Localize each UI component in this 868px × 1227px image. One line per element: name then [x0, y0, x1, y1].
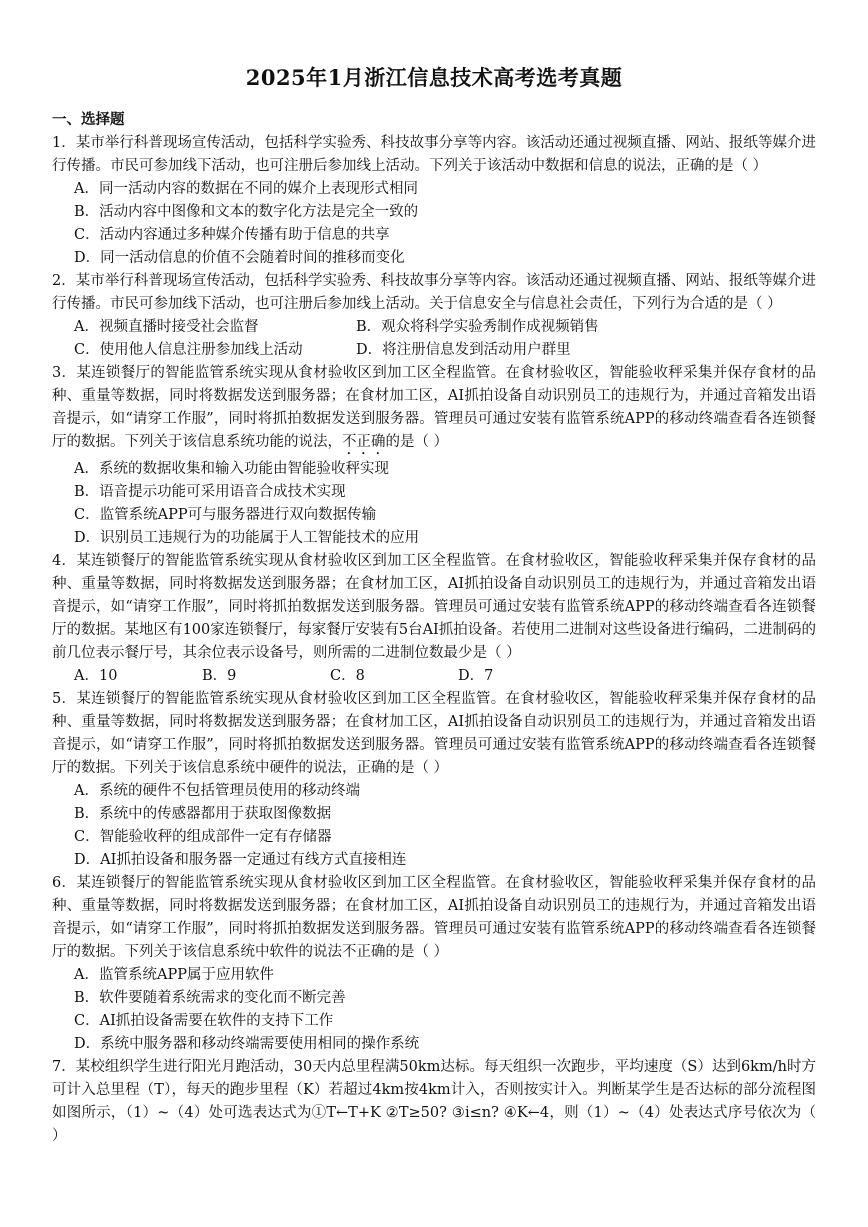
option-b: B．语音提示功能可采用语音合成技术实现: [74, 484, 346, 500]
question-5: [52, 688, 816, 872]
page-title: 2025年1月浙江信息技术高考选考真题: [245, 65, 623, 90]
option-c: C．智能验收秤的组成部件一定有存储器: [74, 829, 332, 845]
option-d: D．AI抓拍设备和服务器一定通过有线方式直接相连: [74, 852, 407, 868]
option-d: D．7: [458, 668, 494, 684]
question-stem: 5．某连锁餐厅的智能监管系统实现从食材验收区到加工区全程监管。在食材验收区，智能验收秤采集并保存食材的品种、重量等数据，同时将数据发送到服务器；在食材加工区，AI抓拍设备自动识别员工的违规行为，并通过音箱发出语音提示，如“请穿工作服”，同时将抓拍数据发送到服务器。管理员可通过安装有监管系统APP的移动终端查看各连锁餐厅的数据。下列关于该信息系统中硬件的说法，正确的是（ ）: [52, 691, 816, 776]
option-a: A．同一活动内容的数据在不同的媒介上表现形式相同: [74, 181, 418, 197]
option-a: A．系统的硬件不包括管理员使用的移动终端: [74, 783, 360, 799]
option-c: C．活动内容通过多种媒介传播有助于信息的共享: [74, 227, 390, 243]
question-stem: 2．某市举行科普现场宣传活动，包括科学实验秀、科技故事分享等内容。该活动还通过视频直播、网站、报纸等媒介进行传播。市民可参加线下活动，也可注册后参加线上活动。关于信息安全与信息社会责任，下列行为合适的是（ ）: [52, 273, 816, 312]
stem-text: 3．某连锁餐厅的智能监管系统实现从食材验收区到加工区全程监管。在食材验收区，智能验收秤采集并保存食材的品种、重量等数据，同时将数据发送到服务器；在食材加工区，AI抓拍设备自动识别员工的违规行为，并通过音箱发出语音提示，如“请穿工作服”，同时将抓拍数据发送到服务器。管理员可通过安装有监管系统APP的移动终端查看各连锁餐厅的数据。下列关于该信息系统功能的说法，: [52, 365, 816, 450]
option-a: A．视频直播时接受社会监督: [74, 319, 259, 335]
option-c: C．监管系统APP可与服务器进行双向数据传输: [74, 507, 377, 523]
question-3: [52, 362, 816, 550]
question-7: [52, 1056, 816, 1148]
option-c: C．8: [330, 668, 365, 684]
option-b: B．系统中的传感器都用于获取图像数据: [74, 806, 332, 822]
option-b: B．观众将科学实验秀制作成视频销售: [356, 319, 599, 335]
options-row: [52, 665, 816, 688]
option-d: D．识别员工违规行为的功能属于人工智能技术的应用: [74, 530, 420, 546]
option-a: A．系统的数据收集和输入功能由智能验收秤实现: [74, 461, 389, 477]
options-row: [52, 339, 816, 362]
option-b: B．活动内容中图像和文本的数字化方法是完全一致的: [74, 204, 419, 220]
option-a: A．监管系统APP属于应用软件: [74, 967, 274, 983]
section-heading: 一、选择题: [52, 111, 125, 128]
question-stem: 1．某市举行科普现场宣传活动，包括科学实验秀、科技故事分享等内容。该活动还通过视频直播、网站、报纸等媒介进行传播。市民可参加线下活动，也可注册后参加线上活动。下列关于该活动中数据和信息的说法，正确的是（ ）: [52, 135, 816, 174]
emphasis-text: 不正确: [342, 434, 386, 450]
option-d: D．将注册信息发到活动用户群里: [356, 342, 571, 358]
question-stem: 7．某校组织学生进行阳光月跑活动，30天内总里程满50km达标。每天组织一次跑步，平均速度（S）达到6km/h时方可计入总里程（T），每天的跑步里程（K）若超过4km按4km计入，否则按实计入。判断某学生是否达标的部分流程图如图所示，（1）~（4）处可选表达式为①T←T+K ②T≥50? ③i≤n? ④K←4，则（1）~（4）处表达式序号依次为（ ）: [52, 1059, 816, 1144]
option-b: B．软件要随着系统需求的变化而不断完善: [74, 990, 346, 1006]
options-row: [52, 316, 816, 339]
question-stem: [52, 362, 816, 458]
option-d: D．同一活动信息的价值不会随着时间的推移而变化: [74, 250, 405, 266]
option-c: C．AI抓拍设备需要在软件的支持下工作: [74, 1013, 334, 1029]
option-d: D．系统中服务器和移动终端需要使用相同的操作系统: [74, 1036, 420, 1052]
option-b: B．9: [202, 668, 237, 684]
question-stem: 6．某连锁餐厅的智能监管系统实现从食材验收区到加工区全程监管。在食材验收区，智能验收秤采集并保存食材的品种、重量等数据，同时将数据发送到服务器；在食材加工区，AI抓拍设备自动识别员工的违规行为，并通过音箱发出语音提示，如“请穿工作服”，同时将抓拍数据发送到服务器。管理员可通过安装有监管系统APP的移动终端查看各连锁餐厅的数据。下列关于该信息系统中软件的说法不正确的是（ ）: [52, 875, 816, 960]
question-2: [52, 270, 816, 362]
option-c: C．使用他人信息注册参加线上活动: [74, 342, 303, 358]
question-6: [52, 872, 816, 1056]
question-4: [52, 550, 816, 688]
option-a: A．10: [74, 668, 118, 684]
stem-text-end: 的是（ ）: [385, 434, 449, 450]
question-stem: 4．某连锁餐厅的智能监管系统实现从食材验收区到加工区全程监管。在食材验收区，智能验收秤采集并保存食材的品种、重量等数据，同时将数据发送到服务器；在食材加工区，AI抓拍设备自动识别员工的违规行为，并通过音箱发出语音提示，如“请穿工作服”，同时将抓拍数据发送到服务器。管理员可通过安装有监管系统APP的移动终端查看各连锁餐厅的数据。某地区有100家连锁餐厅，每家餐厅安装有5台AI抓拍设备。若使用二进制对这些设备进行编码，二进制码的前几位表示餐厅号，其余位表示设备号，则所需的二进制位数最少是（ ）: [52, 553, 816, 661]
question-1: [52, 132, 816, 270]
